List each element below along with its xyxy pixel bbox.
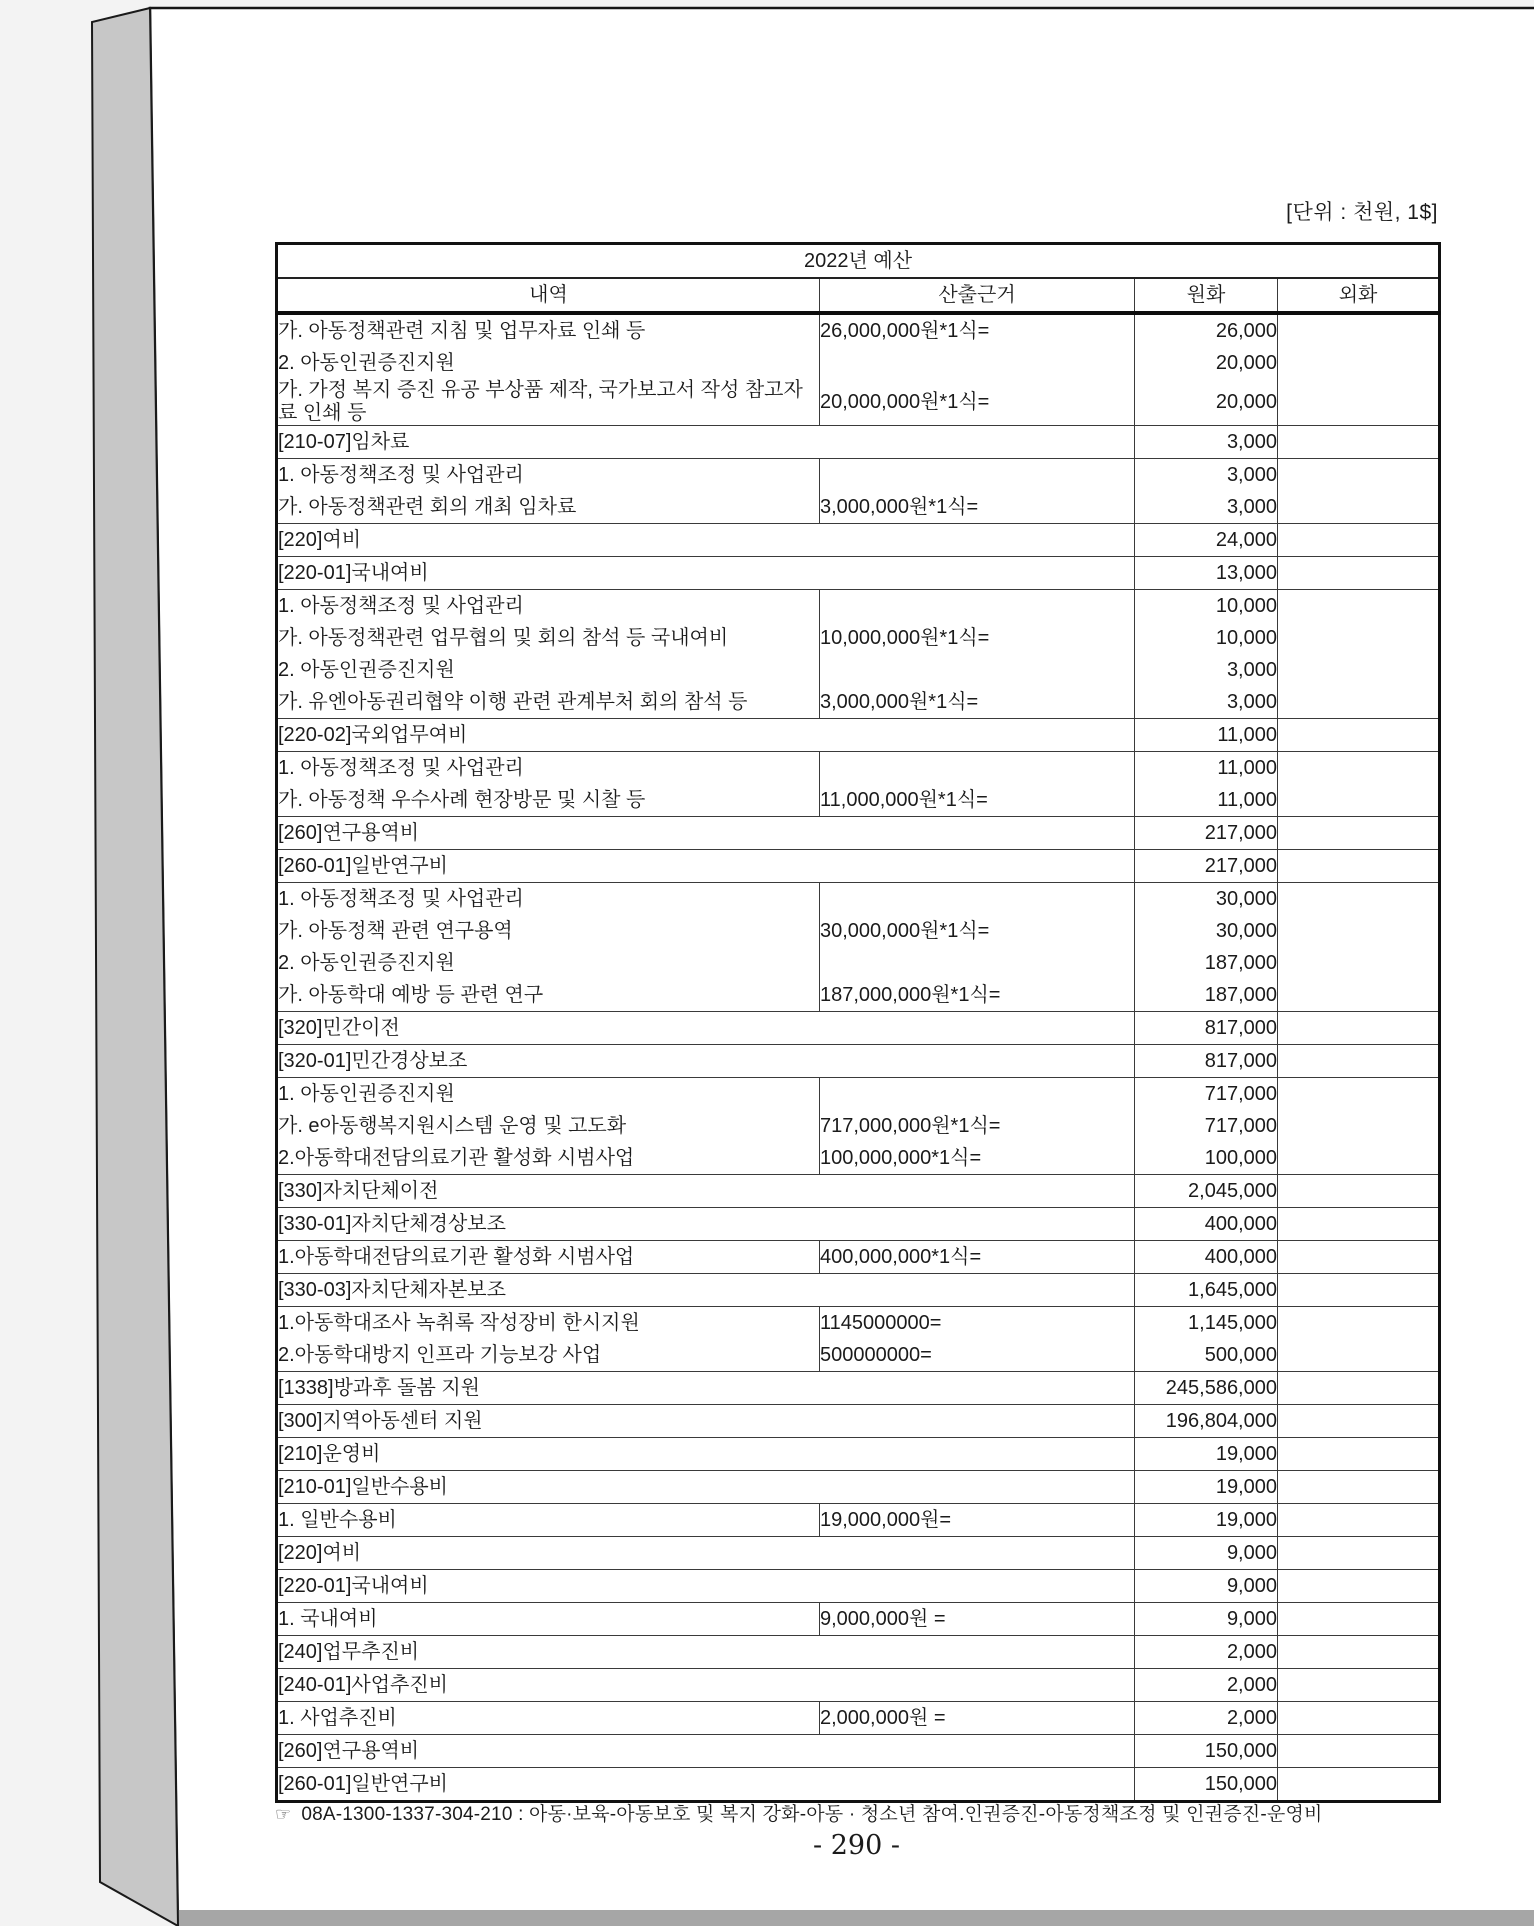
krw-amount: 817,000 [1135, 1012, 1278, 1045]
category-row [277, 1012, 1440, 1045]
fx-amount [1278, 1669, 1440, 1702]
detail-row [277, 979, 1440, 1012]
fx-amount [1278, 1735, 1440, 1768]
fx-amount [1278, 1768, 1440, 1802]
krw-amount: 26,000 [1135, 313, 1278, 347]
fx-amount [1278, 686, 1440, 719]
item-label: 1. 아동인권증진지원 [277, 1078, 820, 1111]
pointing-hand-icon: ☞ [275, 1804, 292, 1824]
fx-amount [1278, 347, 1440, 379]
item-label: [220]여비 [277, 1537, 1135, 1570]
item-label: [300]지역아동센터 지원 [277, 1405, 1135, 1438]
fx-amount [1278, 850, 1440, 883]
krw-amount: 30,000 [1135, 915, 1278, 947]
calc-basis: 1145000000= [820, 1307, 1135, 1340]
item-label: [330-03]자치단체자본보조 [277, 1274, 1135, 1307]
category-row [277, 719, 1440, 752]
detail-row [277, 915, 1440, 947]
detail-row [277, 459, 1440, 492]
krw-amount: 10,000 [1135, 590, 1278, 623]
category-row [277, 1045, 1440, 1078]
fx-amount [1278, 915, 1440, 947]
krw-amount: 500,000 [1135, 1339, 1278, 1372]
footnote-text: 08A-1300-1337-304-210 : 아동·보육-아동보호 및 복지 강화-아동 · 청소년 참여.인권증진-아동정책조정 및 인권증진-운영비 [301, 1804, 1323, 1825]
category-row [277, 1735, 1440, 1768]
footnote [275, 1799, 1475, 1826]
krw-amount: 9,000 [1135, 1603, 1278, 1636]
calc-basis [820, 459, 1135, 492]
krw-amount: 196,804,000 [1135, 1405, 1278, 1438]
item-label: 1. 아동정책조정 및 사업관리 [277, 459, 820, 492]
fx-amount [1278, 947, 1440, 979]
col-header-basis: 산출근거 [820, 278, 1135, 313]
item-label: 가. 아동학대 예방 등 관련 연구 [278, 983, 544, 1006]
item-label: 가. 유엔아동권리협약 이행 관련 관계부처 회의 참석 등 [278, 690, 748, 713]
detail-row [277, 1504, 1440, 1537]
krw-amount: 19,000 [1135, 1504, 1278, 1537]
calc-basis: 10,000,000원*1식= [820, 622, 1135, 654]
item-label: 1. 아동정책조정 및 사업관리 [277, 590, 820, 623]
fx-amount [1278, 1537, 1440, 1570]
fx-amount [1278, 719, 1440, 752]
krw-amount: 1,145,000 [1135, 1307, 1278, 1340]
krw-amount: 3,000 [1135, 426, 1278, 459]
krw-amount: 400,000 [1135, 1208, 1278, 1241]
detail-row [277, 883, 1440, 916]
krw-amount: 717,000 [1135, 1110, 1278, 1142]
item-label: 2. 아동인권증진지원 [278, 351, 455, 374]
fx-amount [1278, 622, 1440, 654]
fx-amount [1278, 1339, 1440, 1372]
fx-amount [1278, 491, 1440, 524]
detail-row [277, 491, 1440, 524]
detail-row [277, 1307, 1440, 1340]
bottom-shadow-strip [177, 1910, 1534, 1926]
fx-amount [1278, 557, 1440, 590]
krw-amount: 9,000 [1135, 1570, 1278, 1603]
fx-amount [1278, 379, 1440, 426]
krw-amount: 3,000 [1135, 686, 1278, 719]
detail-row [277, 1241, 1440, 1274]
fx-amount [1278, 1504, 1440, 1537]
table-title-row [277, 244, 1440, 279]
krw-amount: 20,000 [1135, 347, 1278, 379]
item-label: 1. 아동정책조정 및 사업관리 [277, 883, 820, 916]
detail-row [277, 1339, 1440, 1372]
category-row [277, 817, 1440, 850]
krw-amount: 11,000 [1135, 752, 1278, 785]
detail-row [277, 686, 1440, 719]
item-label: 가. 아동정책 관련 연구용역 [278, 919, 513, 942]
calc-basis: 20,000,000원*1식= [820, 379, 1135, 426]
fx-amount [1278, 426, 1440, 459]
item-label: 2.아동학대전담의료기관 활성화 시범사업 [278, 1146, 635, 1169]
item-label: 1.아동학대조사 녹취록 작성장비 한시지원 [277, 1307, 820, 1340]
krw-amount: 19,000 [1135, 1471, 1278, 1504]
krw-amount: 187,000 [1135, 947, 1278, 979]
krw-amount: 3,000 [1135, 459, 1278, 492]
item-label: 가. e아동행복지원시스템 운영 및 고도화 [278, 1114, 627, 1137]
krw-amount: 19,000 [1135, 1438, 1278, 1471]
item-label: [1338]방과후 돌봄 지원 [277, 1372, 1135, 1405]
detail-row [277, 313, 1440, 347]
calc-basis: 30,000,000원*1식= [820, 915, 1135, 947]
table-title: 2022년 예산 [277, 244, 1440, 279]
unit-label: [단위 : 천원, 1$] [1286, 201, 1438, 224]
page-number: - 290 - [813, 1830, 900, 1861]
category-row [277, 1669, 1440, 1702]
item-label: 1.아동학대전담의료기관 활성화 시범사업 [277, 1241, 820, 1274]
calc-basis: 9,000,000원 = [820, 1603, 1135, 1636]
detail-row [277, 784, 1440, 817]
fx-amount [1278, 1078, 1440, 1111]
fx-amount [1278, 817, 1440, 850]
item-label: 2. 아동인권증진지원 [278, 658, 455, 681]
krw-amount: 817,000 [1135, 1045, 1278, 1078]
fx-amount [1278, 1307, 1440, 1340]
item-label: [260]연구용역비 [277, 1735, 1135, 1768]
item-label: [260]연구용역비 [277, 817, 1135, 850]
krw-amount: 3,000 [1135, 491, 1278, 524]
detail-row [277, 1110, 1440, 1142]
detail-row [277, 622, 1440, 654]
calc-basis: 400,000,000*1식= [820, 1241, 1135, 1274]
item-label: [220-02]국외업무여비 [277, 719, 1135, 752]
calc-basis [820, 590, 1135, 623]
krw-amount: 11,000 [1135, 784, 1278, 817]
fx-amount [1278, 1471, 1440, 1504]
item-label: [210]운영비 [277, 1438, 1135, 1471]
category-row [277, 1175, 1440, 1208]
detail-row [277, 654, 1440, 686]
category-row [277, 1471, 1440, 1504]
item-label: [210-07]임차료 [277, 426, 1135, 459]
detail-row [277, 590, 1440, 623]
fx-amount [1278, 1570, 1440, 1603]
item-label: [220-01]국내여비 [277, 1570, 1135, 1603]
item-label: 가. 아동정책관련 지침 및 업무자료 인쇄 등 [277, 313, 820, 347]
detail-row [277, 379, 1440, 426]
fx-amount [1278, 1636, 1440, 1669]
fx-amount [1278, 1175, 1440, 1208]
category-row [277, 1570, 1440, 1603]
calc-basis: 11,000,000원*1식= [820, 784, 1135, 817]
krw-amount: 30,000 [1135, 883, 1278, 916]
calc-basis: 500000000= [820, 1339, 1135, 1372]
col-header-detail: 내역 [277, 278, 820, 313]
fx-amount [1278, 1208, 1440, 1241]
krw-amount: 150,000 [1135, 1735, 1278, 1768]
fx-amount [1278, 654, 1440, 686]
fx-amount [1278, 1438, 1440, 1471]
calc-basis: 19,000,000원= [820, 1504, 1135, 1537]
item-label: 가. 아동정책 우수사례 현장방문 및 시찰 등 [278, 788, 646, 811]
category-row [277, 524, 1440, 557]
calc-basis: 717,000,000원*1식= [820, 1110, 1135, 1142]
category-row [277, 1636, 1440, 1669]
budget-table [275, 242, 1441, 1803]
krw-amount: 1,645,000 [1135, 1274, 1278, 1307]
krw-amount: 2,000 [1135, 1636, 1278, 1669]
item-label: 1. 아동정책조정 및 사업관리 [277, 752, 820, 785]
item-label: [320]민간이전 [277, 1012, 1135, 1045]
fx-amount [1278, 1241, 1440, 1274]
fx-amount [1278, 1702, 1440, 1735]
calc-basis: 187,000,000원*1식= [820, 979, 1135, 1012]
krw-amount: 150,000 [1135, 1768, 1278, 1802]
item-label: 1. 일반수용비 [277, 1504, 820, 1537]
fx-amount [1278, 883, 1440, 916]
fx-amount [1278, 524, 1440, 557]
krw-amount: 717,000 [1135, 1078, 1278, 1111]
krw-amount: 2,000 [1135, 1669, 1278, 1702]
category-row [277, 557, 1440, 590]
calc-basis [820, 1078, 1135, 1111]
category-row [277, 1768, 1440, 1802]
fx-amount [1278, 1045, 1440, 1078]
calc-basis [820, 947, 1135, 979]
krw-amount: 400,000 [1135, 1241, 1278, 1274]
category-row [277, 1438, 1440, 1471]
table-header-row [277, 278, 1440, 313]
item-label: [240-01]사업추진비 [277, 1669, 1135, 1702]
item-label: [320-01]민간경상보조 [277, 1045, 1135, 1078]
item-label: [260-01]일반연구비 [277, 850, 1135, 883]
fx-amount [1278, 1603, 1440, 1636]
calc-basis [820, 347, 1135, 379]
category-row [277, 1372, 1440, 1405]
fx-amount [1278, 1372, 1440, 1405]
fx-amount [1278, 590, 1440, 623]
item-label: [330-01]자치단체경상보조 [277, 1208, 1135, 1241]
item-label: [240]업무추진비 [277, 1636, 1135, 1669]
calc-basis [820, 752, 1135, 785]
col-header-krw: 원화 [1135, 278, 1278, 313]
fx-amount [1278, 1405, 1440, 1438]
fx-amount [1278, 979, 1440, 1012]
krw-amount: 2,000 [1135, 1702, 1278, 1735]
krw-amount: 100,000 [1135, 1142, 1278, 1175]
item-label: [210-01]일반수용비 [277, 1471, 1135, 1504]
item-label: 2. 아동인권증진지원 [278, 951, 455, 974]
fx-amount [1278, 313, 1440, 347]
krw-amount: 9,000 [1135, 1537, 1278, 1570]
category-row [277, 1274, 1440, 1307]
fx-amount [1278, 752, 1440, 785]
category-row [277, 850, 1440, 883]
detail-row [277, 1702, 1440, 1735]
item-label: [220-01]국내여비 [277, 557, 1135, 590]
calc-basis: 3,000,000원*1식= [820, 491, 1135, 524]
category-row [277, 1208, 1440, 1241]
detail-row [277, 1142, 1440, 1175]
fx-amount [1278, 459, 1440, 492]
calc-basis [820, 654, 1135, 686]
krw-amount: 10,000 [1135, 622, 1278, 654]
item-label: 가. 아동정책관련 업무협의 및 회의 참석 등 국내여비 [278, 626, 729, 649]
krw-amount: 3,000 [1135, 654, 1278, 686]
krw-amount: 187,000 [1135, 979, 1278, 1012]
col-header-fx: 외화 [1278, 278, 1440, 313]
category-row [277, 1537, 1440, 1570]
krw-amount: 217,000 [1135, 850, 1278, 883]
calc-basis: 2,000,000원 = [820, 1702, 1135, 1735]
krw-amount: 2,045,000 [1135, 1175, 1278, 1208]
item-label: 2.아동학대방지 인프라 기능보강 사업 [278, 1343, 602, 1366]
item-label: 가. 아동정책관련 회의 개최 임차료 [278, 495, 577, 518]
krw-amount: 20,000 [1135, 379, 1278, 426]
item-label: 가. 가정 복지 증진 유공 부상품 제작, 국가보고서 작성 참고자료 인쇄 등 [278, 379, 803, 424]
category-row [277, 426, 1440, 459]
item-label: [260-01]일반연구비 [277, 1768, 1135, 1802]
fx-amount [1278, 1142, 1440, 1175]
krw-amount: 11,000 [1135, 719, 1278, 752]
calc-basis: 3,000,000원*1식= [820, 686, 1135, 719]
item-label: [330]자치단체이전 [277, 1175, 1135, 1208]
category-row [277, 1405, 1440, 1438]
item-label: 1. 사업추진비 [277, 1702, 820, 1735]
krw-amount: 245,586,000 [1135, 1372, 1278, 1405]
detail-row [277, 752, 1440, 785]
fx-amount [1278, 1274, 1440, 1307]
fx-amount [1278, 784, 1440, 817]
item-label: 1. 국내여비 [277, 1603, 820, 1636]
calc-basis [820, 883, 1135, 916]
budget-table-body [277, 313, 1440, 1802]
krw-amount: 24,000 [1135, 524, 1278, 557]
calc-basis: 100,000,000*1식= [820, 1142, 1135, 1175]
detail-row [277, 347, 1440, 379]
fx-amount [1278, 1110, 1440, 1142]
krw-amount: 217,000 [1135, 817, 1278, 850]
calc-basis: 26,000,000원*1식= [820, 313, 1135, 347]
fx-amount [1278, 1012, 1440, 1045]
krw-amount: 13,000 [1135, 557, 1278, 590]
detail-row [277, 947, 1440, 979]
item-label: [220]여비 [277, 524, 1135, 557]
detail-row [277, 1078, 1440, 1111]
detail-row [277, 1603, 1440, 1636]
